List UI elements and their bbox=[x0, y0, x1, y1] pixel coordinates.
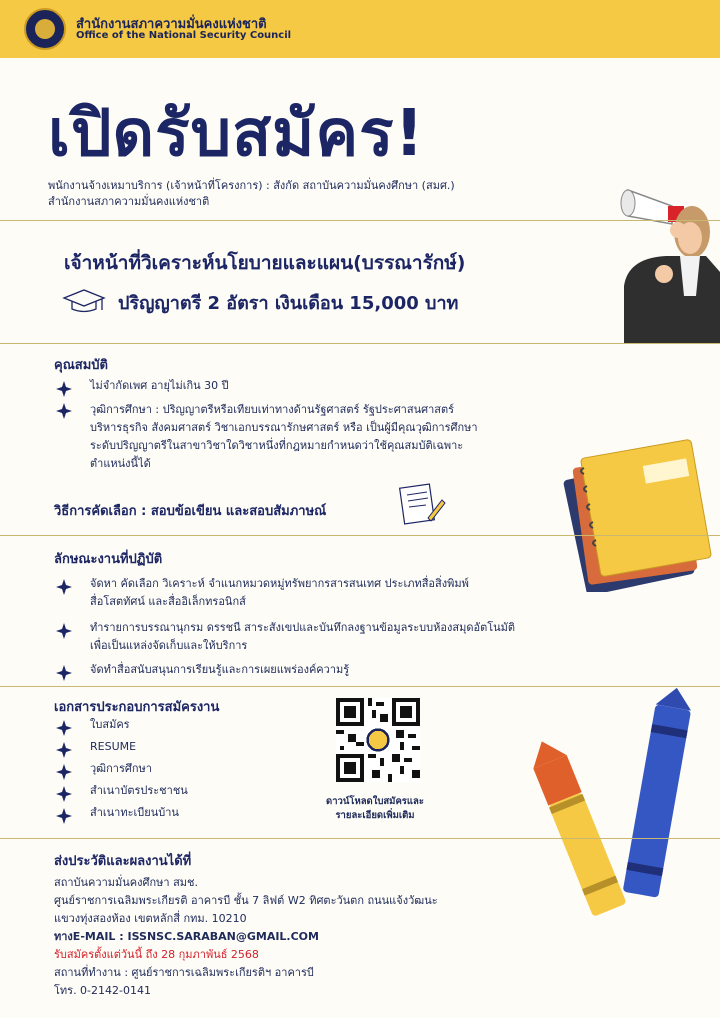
four-point-star-icon bbox=[56, 665, 72, 681]
divider bbox=[0, 535, 720, 536]
four-point-star-icon bbox=[56, 786, 72, 802]
four-point-star-icon bbox=[56, 720, 72, 736]
four-point-star-icon bbox=[56, 403, 72, 419]
degree-salary-line: ปริญญาตรี 2 อัตรา เงินเดือน 15,000 บาท bbox=[118, 293, 459, 314]
position-title: เจ้าหน้าที่วิเคราะห์นโยบายและแผน(บรรณารักษ์) bbox=[64, 252, 466, 274]
duty-item: ทำรายการบรรณานุกรม ดรรชนี สาระสังเขปและบันทึกลงฐานข้อมูลระบบห้องสมุดอัตโนมัติ bbox=[90, 621, 516, 634]
contact-line-2: ศูนย์ราชการเฉลิมพระเกียรติ อาคารบี ชั้น 7 ลิฟต์ W2 ทิศตะวันตก ถนนแจ้งวัฒนะ bbox=[54, 894, 438, 907]
four-point-star-icon bbox=[56, 579, 72, 595]
nsc-seal-logo bbox=[24, 8, 66, 50]
qualifications-title: คุณสมบัติ bbox=[54, 358, 108, 373]
duty-item: จัดทำสื่อสนับสนุนการเรียนรู้และการเผยแพร่องค์ความรู้ bbox=[90, 663, 350, 676]
divider bbox=[0, 343, 720, 344]
subtitle-line-2: สำนักงานสภาความมั่นคงแห่งชาติ bbox=[48, 195, 210, 208]
application-deadline: รับสมัครตั้งแต่วันนี้ ถึง 28 กุมภาพันธ์ 2568 bbox=[54, 948, 259, 961]
duties-title: ลักษณะงานที่ปฏิบัติ bbox=[54, 552, 163, 567]
page-title: เปิดรับสมัคร! bbox=[48, 97, 425, 171]
four-point-star-icon bbox=[56, 381, 72, 397]
qualification-item: ไม่จำกัดเพศ อายุไม่เกิน 30 ปี bbox=[90, 379, 229, 392]
qualification-item-cont: บริหารธุรกิจ สังคมศาสตร์ วิชาเอกบรรณารักษศาสตร์ หรือ เป็นผู้มีคุณวุฒิการศึกษา bbox=[90, 421, 478, 434]
four-point-star-icon bbox=[56, 742, 72, 758]
megaphone-woman-illustration bbox=[588, 176, 720, 344]
contact-title: ส่งประวัติและผลงานได้ที่ bbox=[54, 854, 192, 869]
divider bbox=[0, 838, 720, 839]
documents-title: เอกสารประกอบการสมัครงาน bbox=[54, 700, 220, 715]
document-item: วุฒิการศึกษา bbox=[90, 762, 152, 775]
contact-line-1: สถาบันความมั่นคงศึกษา สมช. bbox=[54, 876, 199, 889]
document-item: RESUME bbox=[90, 740, 137, 753]
workplace: สถานที่ทำงาน : ศูนย์ราชการเฉลิมพระเกียรติฯ อาคารบี bbox=[54, 966, 314, 979]
contact-email[interactable]: ทางE-MAIL : ISSNSC.SARABAN@GMAIL.COM bbox=[54, 930, 319, 943]
qualification-item-cont: ระดับปริญญาตรีในสาขาวิชาใดวิชาหนึ่งที่กฎหมายกำหนดว่าใช้คุณสมบัติเฉพาะ bbox=[90, 439, 464, 452]
qualification-item-cont: ตำแหน่งนี้ได้ bbox=[90, 457, 151, 470]
four-point-star-icon bbox=[56, 623, 72, 639]
duty-item: จัดหา คัดเลือก วิเคราะห์ จำแนกหมวดหมู่ทรัพยากรสารสนเทศ ประเภทสื่อสิ่งพิมพ์ bbox=[90, 577, 469, 590]
qr-caption-line-2: รายละเอียดเพิ่มเติม bbox=[335, 810, 415, 821]
duty-item-cont: เพื่อเป็นแหล่งจัดเก็บและให้บริการ bbox=[90, 639, 248, 652]
four-point-star-icon bbox=[56, 808, 72, 824]
header-bar bbox=[0, 0, 720, 58]
document-item: ใบสมัคร bbox=[90, 718, 130, 731]
notebooks-illustration bbox=[560, 432, 720, 592]
qr-code[interactable] bbox=[336, 698, 420, 782]
contact-line-3: แขวงทุ่งสองห้อง เขตหลักสี่ กทม. 10210 bbox=[54, 912, 247, 925]
org-name-thai: สำนักงานสภาความมั่นคงแห่งชาติ bbox=[76, 17, 267, 32]
phone-number[interactable]: โทร. 0-2142-0141 bbox=[54, 984, 151, 997]
graduation-cap-icon bbox=[62, 288, 106, 314]
document-item: สำเนาทะเบียนบ้าน bbox=[90, 806, 179, 819]
divider bbox=[0, 220, 720, 221]
four-point-star-icon bbox=[56, 764, 72, 780]
qr-caption-line-1: ดาวน์โหลดใบสมัครและ bbox=[326, 796, 424, 807]
selection-method: วิธีการคัดเลือก : สอบข้อเขียน และสอบสัมภาษณ์ bbox=[54, 504, 327, 519]
crayons-illustration bbox=[520, 686, 700, 926]
qualification-item: วุฒิการศึกษา : ปริญญาตรีหรือเทียบเท่าทางด้านรัฐศาสตร์ รัฐประศาสนศาสตร์ bbox=[90, 403, 455, 416]
duty-item-cont: สื่อโสตทัศน์ และสื่ออิเล็กทรอนิกส์ bbox=[90, 595, 246, 608]
document-item: สำเนาบัตรประชาชน bbox=[90, 784, 188, 797]
subtitle-line-1: พนักงานจ้างเหมาบริการ (เจ้าหน้าที่โครงการ) : สังกัด สถาบันความมั่นคงศึกษา (สมศ.) bbox=[48, 179, 455, 192]
org-name-english: Office of the National Security Council bbox=[76, 30, 292, 41]
paper-pencil-icon bbox=[398, 482, 446, 526]
